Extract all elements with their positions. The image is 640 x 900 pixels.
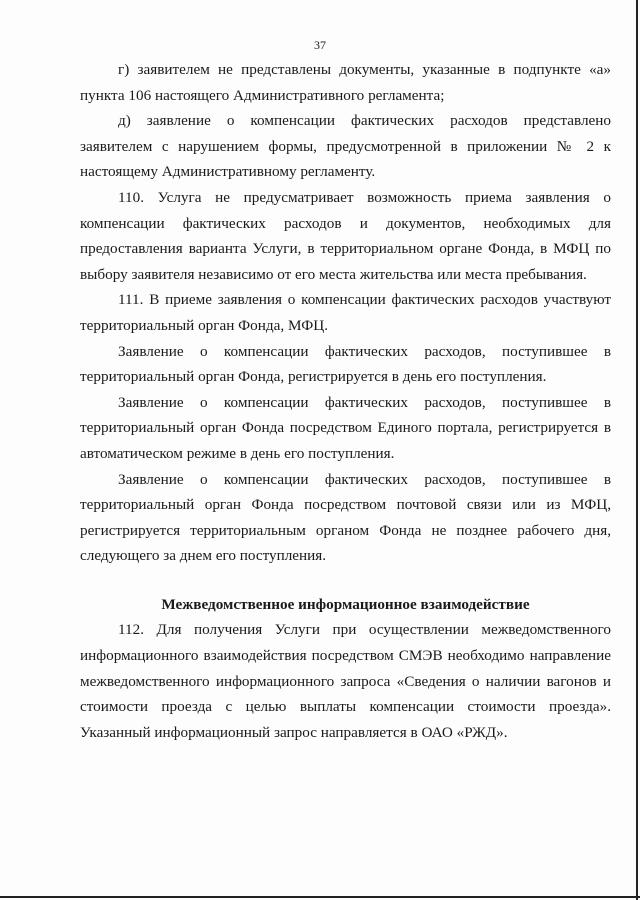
paragraph-111: 111. В приеме заявления о компенсации фактических расходов участвуют территориальный орган Фонда, МФЦ. — [80, 291, 611, 334]
scan-edge-bottom — [0, 896, 640, 898]
paragraph-subitem-g: г) заявителем не представлены документы, указанные в подпункте «а» пункта 106 настоящего Административного регламента; — [80, 61, 611, 104]
paragraph-110: 110. Услуга не предусматривает возможность приема заявления о компенсации фактических расходов и документов, необходимых для предоставления варианта Услуги, в территориальном органе Фонда, в МФЦ по выбору заявителя независимо от его места жительства или места пребывания. — [80, 188, 611, 283]
paragraph-registration-mail: Заявление о компенсации фактических расходов, поступившее в территориальный орган Фонда посредством почтовой связи или из МФЦ, регистрируется территориальным органом Фонда не позднее рабочего дня, следующего за днем его поступления. — [80, 470, 611, 565]
paragraph-subitem-d: д) заявление о компенсации фактических расходов представлено заявителем с нарушением формы, предусмотренной в приложении № 2 к настоящему Административному регламенту. — [80, 112, 611, 181]
document-body — [80, 57, 611, 745]
paragraph-112: 112. Для получения Услуги при осуществлении межведомственного информационного взаимодействия посредством СМЭВ необходимо направление межведомственного информационного запроса «Сведения о наличии вагонов и стоимости проезда с целью выплаты компенсации стоимости проезда». Указанный информационный запрос направляется в ОАО «РЖД». — [80, 621, 611, 741]
section-heading: Межведомственное информационное взаимодействие — [161, 595, 530, 613]
page-number: 37 — [314, 38, 326, 52]
paragraph-registration-portal: Заявление о компенсации фактических расходов, поступившее в территориальный орган Фонда посредством Единого портала, регистрируется в автоматическом режиме в день его поступления. — [80, 393, 611, 462]
scan-edge-right — [636, 0, 638, 900]
paragraph-registration-same-day: Заявление о компенсации фактических расходов, поступившее в территориальный орган Фонда, регистрируется в день его поступления. — [80, 342, 611, 386]
